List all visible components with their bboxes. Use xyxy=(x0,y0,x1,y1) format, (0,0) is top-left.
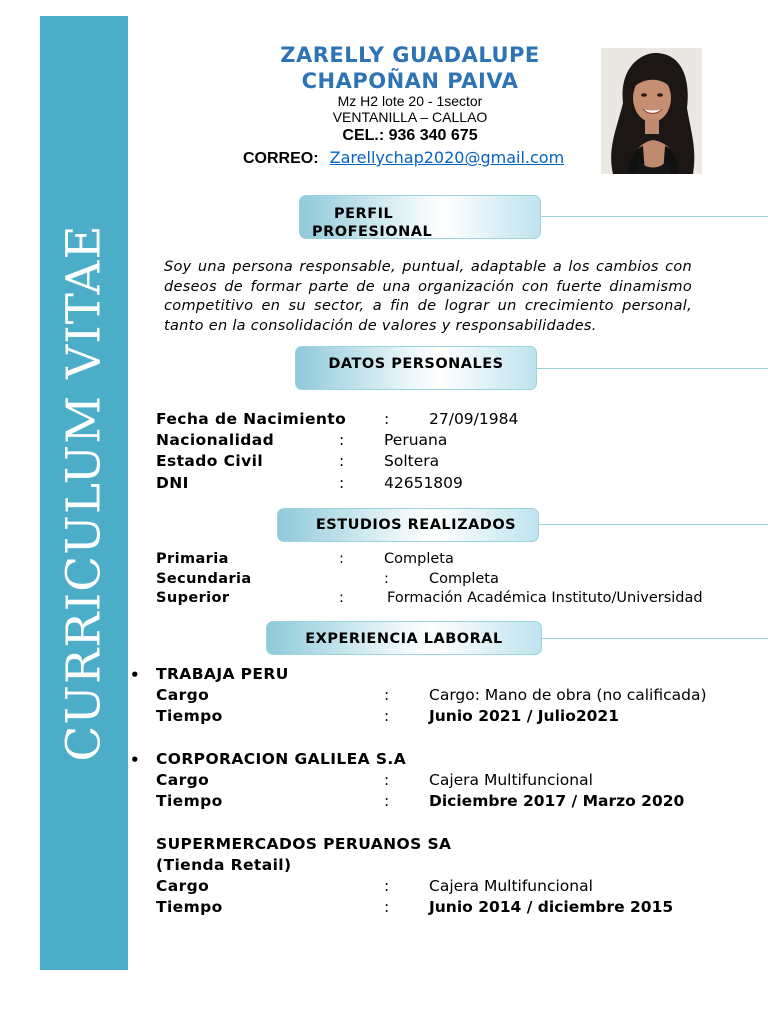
perfil-title-line-2: PROFESIONAL xyxy=(312,224,433,239)
personal-label: DNI xyxy=(156,474,189,492)
personal-value: 27/09/1984 xyxy=(429,410,519,428)
job-separator: : xyxy=(384,707,390,725)
email-row xyxy=(243,148,564,168)
perfil-title-line-1: PERFIL xyxy=(334,206,394,222)
studies-value: Completa xyxy=(384,551,454,567)
personal-separator: : xyxy=(339,452,345,470)
job-tiempo-label: Tiempo xyxy=(156,898,223,916)
studies-label: Secundaria xyxy=(156,571,252,587)
studies-separator: : xyxy=(384,571,389,587)
section-header-estudios: ESTUDIOS REALIZADOS xyxy=(277,508,539,542)
section-rule-datos xyxy=(537,368,768,369)
job-company: CORPORACION GALILEA S.A xyxy=(156,750,407,768)
job-tiempo-value: Junio 2021 / Julio2021 xyxy=(429,707,620,725)
personal-label: Estado Civil xyxy=(156,452,264,470)
job-cargo-value: Cargo: Mano de obra (no calificada) xyxy=(429,686,707,704)
studies-value: Completa xyxy=(429,571,499,587)
section-rule-experiencia xyxy=(542,638,768,639)
personal-label: Nacionalidad xyxy=(156,431,275,449)
job-separator: : xyxy=(384,771,390,789)
studies-value: Formación Académica Instituto/Universidad xyxy=(387,590,703,606)
profile-text: Soy una persona responsable, puntual, adaptable a los cambios con deseos de formar parte de una organización con fuerte dinamismo competitivo en su sector, a fin de lograr un crecimiento personal, tanto en la consolidación de valores y responsabilidades. xyxy=(164,259,692,334)
email-label: CORREO: xyxy=(243,150,319,167)
address-line-2: VENTANILLA – CALLAO xyxy=(332,109,488,125)
job-separator: : xyxy=(384,898,390,916)
personal-value: Peruana xyxy=(384,431,448,449)
job-cargo-label: Cargo xyxy=(156,771,210,789)
job-company-detail: (Tienda Retail) xyxy=(156,856,292,874)
phone-number: CEL.: 936 340 675 xyxy=(342,127,478,144)
job-separator: : xyxy=(384,877,390,895)
profile-photo xyxy=(601,48,702,174)
job-separator: : xyxy=(384,792,390,810)
job-cargo-value: Cajera Multifuncional xyxy=(429,771,593,789)
section-header-datos: DATOS PERSONALES xyxy=(295,346,537,390)
section-rule-perfil xyxy=(541,216,768,217)
job-cargo-value: Cajera Multifuncional xyxy=(429,877,593,895)
section-rule-estudios xyxy=(539,524,768,525)
studies-separator: : xyxy=(339,551,344,567)
job-company: SUPERMERCADOS PERUANOS SA xyxy=(156,835,452,853)
personal-separator: : xyxy=(339,431,345,449)
personal-separator: : xyxy=(339,474,345,492)
personal-value: Soltera xyxy=(384,452,440,470)
studies-label: Superior xyxy=(156,590,230,606)
personal-separator: : xyxy=(384,410,390,428)
job-company: TRABAJA PERU xyxy=(156,665,289,683)
job-tiempo-label: Tiempo xyxy=(156,792,223,810)
job-cargo-label: Cargo xyxy=(156,877,210,895)
studies-label: Primaria xyxy=(156,551,229,567)
section-header-experiencia: EXPERIENCIA LABORAL xyxy=(266,621,542,655)
candidate-name xyxy=(240,42,580,94)
address-line-1: Mz H2 lote 20 - 1sector xyxy=(337,93,483,109)
bullet-icon: • xyxy=(130,751,140,769)
bullet-icon: • xyxy=(130,666,140,684)
personal-label: Fecha de Nacimiento xyxy=(156,410,347,428)
section-header-perfil xyxy=(299,195,541,239)
job-cargo-label: Cargo xyxy=(156,686,210,704)
job-separator: : xyxy=(384,686,390,704)
job-tiempo-value: Junio 2014 / diciembre 2015 xyxy=(429,898,674,916)
sidebar-title: CURRICULUM VITAE xyxy=(56,224,112,762)
job-tiempo-label: Tiempo xyxy=(156,707,223,725)
email-link[interactable]: Zarellychap2020@gmail.com xyxy=(329,148,565,167)
name-line-1: ZARELLY GUADALUPE xyxy=(280,43,540,67)
personal-value: 42651809 xyxy=(384,474,463,492)
name-line-2: CHAPOÑAN PAIVA xyxy=(301,69,519,93)
profile-photo-image xyxy=(601,48,702,174)
studies-separator: : xyxy=(339,590,344,606)
job-tiempo-value: Diciembre 2017 / Marzo 2020 xyxy=(429,792,685,810)
